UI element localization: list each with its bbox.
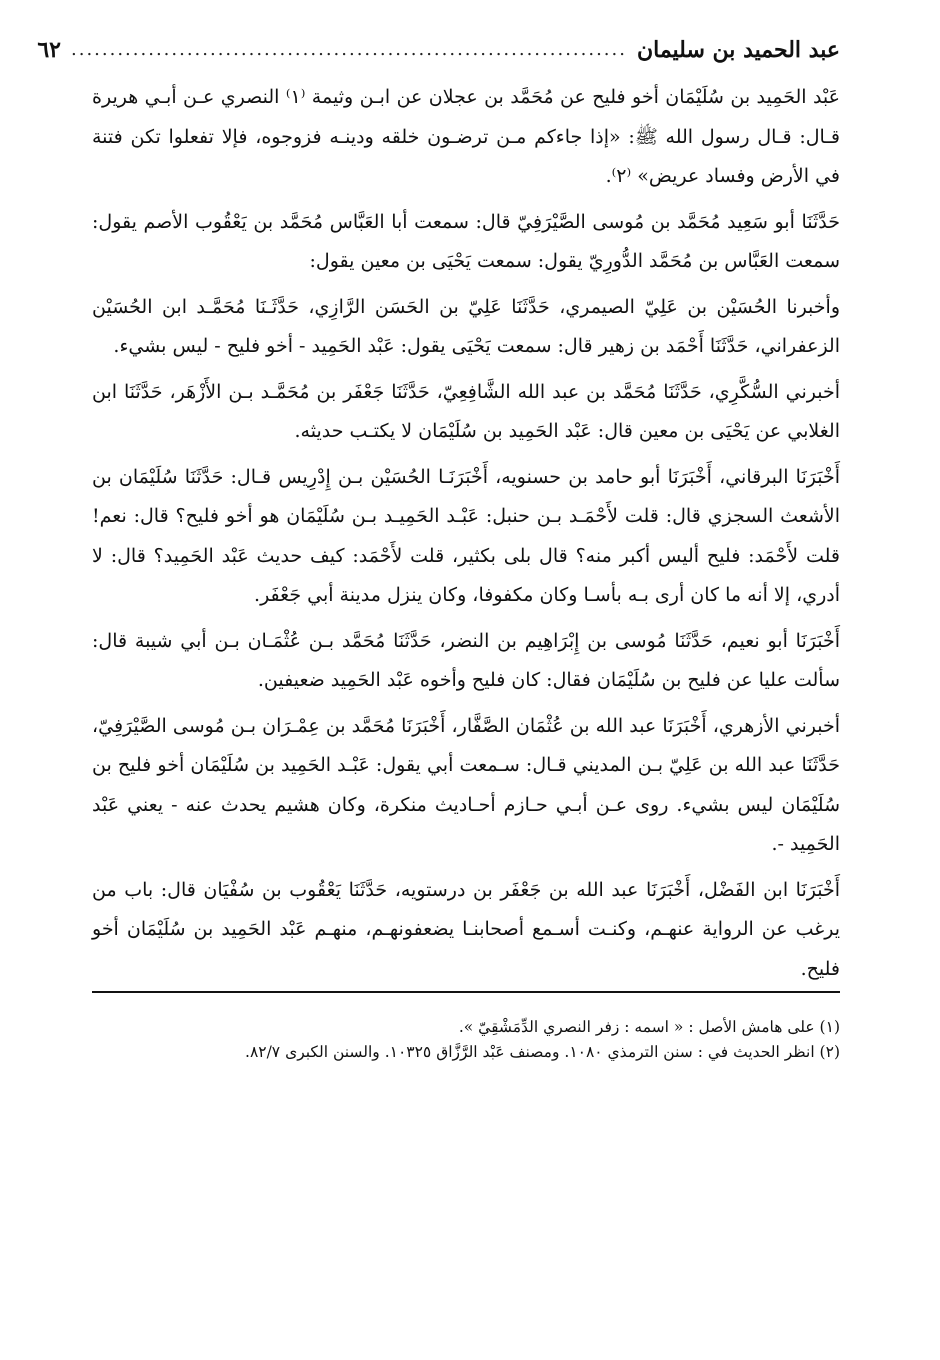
header-dot-leader: ........................................................................ <box>71 39 627 60</box>
paragraph: أخبرني الأزهري، أَخْبَرَنَا عبد الله بن عُثْمَان الصَّفَّار، أَخْبَرَنَا مُحَمَّد بن عِمْـرَان بـن مُوسى الصَّيْرَفِيّ، حَدَّثَنَا عبد الله بن عَلِيّ بـن المديني قـال: سـمعت أبي يقول: عَبْـد الحَمِيد بن سُلَيْمَان أخو فليح بن سُلَيْمَان ليس بشيء. روى عـن أبـي حـازم أحـاديث منكرة، وكان هشيم يحدث عنه - يعني عَبْد الحَمِيد -. <box>92 714 840 855</box>
paragraph: أخبرني السُّكَّرِي، حَدَّثَنَا مُحَمَّد بن عبد الله الشَّافِعِيّ، حَدَّثَنَا جَعْفَر بن مُحَمَّـد بـن الأَزْهَر، حَدَّثَنَا ابن الغلابي عن يَحْيَى بن معين قال: عَبْد الحَمِيد بن سُلَيْمَان لا يكتـب حديثه. <box>92 380 840 442</box>
footnote-1: (١) على هامش الأصل : « اسمه : زفر النصري الدِّمَشْقِيّ ». <box>458 1018 840 1036</box>
paragraph: أَخْبَرَنَا أبو نعيم، حَدَّثَنَا مُوسى بن إِبْرَاهِيم بن النضر، حَدَّثَنَا مُحَمَّد بـن عُثْمَـان بـن أبي شيبة قال: سألت عليا عن فليح بن سُلَيْمَان فقال: كان فليح وأخوه عَبْد الحَمِيد ضعيفين. <box>92 629 840 691</box>
paragraph: وأخبرنا الحُسَيْن بن عَلِيّ الصيمري، حَدَّثَنَا عَلِيّ بن الحَسَن الرَّازِي، حَدَّثَـنَا مُحَمَّـد ابن الحُسَيْن الزعفراني، حَدَّثَنَا أَحْمَد بن زهير قال: سمعت يَحْيَى يقول: عَبْد الحَمِيد - أخو فليح - ليس بشيء. <box>92 295 840 357</box>
page-number: ٦٢ <box>37 37 61 63</box>
paragraph: أَخْبَرَنَا ابن الفَضْل، أَخْبَرَنَا عبد الله بن جَعْفَر بن درستويه، حَدَّثَنَا يَعْقُوب بن سُفْيَان قال: باب من يرغب عن الرواية عنهـم، وكنـت أسـمع أصحابنـا يضعفونهـم، منهـم عَبْد الحَمِيد بن سُلَيْمَان أخو فليح. <box>92 871 840 994</box>
running-title: عبد الحميد بن سليمان <box>636 37 840 63</box>
page-header <box>37 30 840 70</box>
paragraph: أَخْبَرَنَا البرقاني، أَخْبَرَنَا أبو حامد بن حسنويه، أَخْبَرَنَـا الحُسَيْن بـن إِدْرِيس قـال: حَدَّثَنَا سُلَيْمَان بن الأشعث السجزي قال: قلت لأَحْمَـد بـن حنبل: عَبْـد الحَمِيـد بـن سُلَيْمَان هو أخو فليح؟ قال: نعم! قلت لأَحْمَد: فليح أليس أكبر منه؟ قال بلى بكثير، قلت لأَحْمَد: كيف حديث عَبْد الحَمِيد؟ قال: لا أدري، إلا أنه ما كان أرى بـه بأسـا وكان مكفوفا، وكان ينزل مدينة أبي جَعْفَر. <box>92 465 840 606</box>
paragraph: عَبْد الحَمِيد بن سُلَيْمَان أخو فليح عن مُحَمَّد بن عجلان عن ابـن وثيمة ⁽١⁾ النصري عـن أبـي هريرة قـال: قـال رسول الله ﷺ: «إذا جاءكم مـن ترضـون خلقه ودينـه فزوجوه، فإلا تفعلوا تكن فتنة في الأرض وفساد عريض» ⁽٢⁾. <box>92 86 840 187</box>
book-page <box>37 30 840 1330</box>
paragraph: حَدَّثَنَا أبو سَعِيد مُحَمَّد بن مُوسى الصَّيْرَفِيّ قال: سمعت أبا العَبَّاس مُحَمَّد بن يَعْقُوب الأصم يقول: سمعت العَبَّاس بن مُحَمَّد الدُّورِيّ يقول: سمعت يَحْيَى بن معين يقول: <box>92 210 840 272</box>
main-text <box>92 78 840 999</box>
footnotes <box>92 1015 840 1065</box>
footnote-2: (٢) انظر الحديث في : سنن الترمذي ١٠٨٠. ومصنف عَبْد الرَّزَّاق ١٠٣٢٥. والسنن الكبرى ٨٢/٧. <box>245 1043 840 1061</box>
